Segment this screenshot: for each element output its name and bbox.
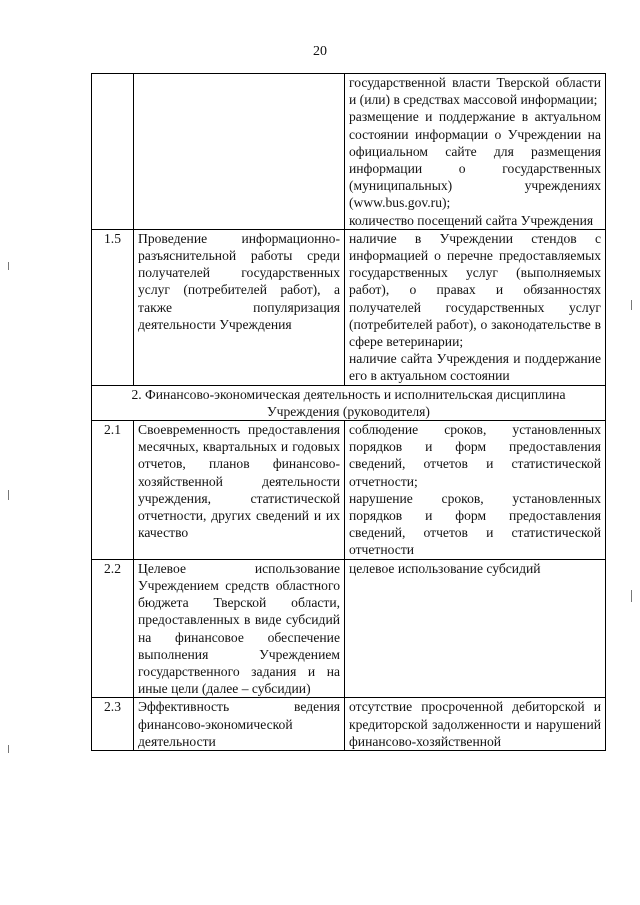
table-row	[92, 229, 606, 385]
criteria-cell	[345, 698, 606, 751]
table-row	[92, 559, 606, 698]
criteria-cell	[345, 559, 606, 698]
indicator-name: Целевое использование Учреждением средств областного бюджета Тверской области, предоставленных в виде субсидий на финансовое обеспечение выполнения Учреждением государственного задания и на иные цели (далее – субсидии)	[134, 559, 345, 698]
row-number: 2.3	[92, 698, 134, 751]
row-number	[92, 74, 134, 230]
indicator-name	[134, 74, 345, 230]
table-row	[92, 421, 606, 560]
criterion-text: нарушение сроков, установленных порядков и форм предоставления сведений, отчетов и статистической отчетности	[349, 490, 601, 558]
criteria-table	[91, 73, 606, 751]
table-row	[92, 698, 606, 751]
row-number: 2.1	[92, 421, 134, 560]
criterion-text: соблюдение сроков, установленных порядков и форм предоставления сведений, отчетов и статистической отчетности;	[349, 422, 601, 489]
criteria-cell	[345, 421, 606, 560]
indicator-name: Эффективность ведения финансово-экономической деятельности	[134, 698, 345, 751]
section-heading-row	[92, 385, 606, 420]
scan-edge-mark-right	[631, 590, 632, 602]
section-heading: 2. Финансово-экономическая деятельность и исполнительская дисциплина Учреждения (руководителя)	[92, 385, 606, 420]
criteria-cell	[345, 74, 606, 230]
row-number: 2.2	[92, 559, 134, 698]
criterion-text: отсутствие просроченной дебиторской и кредиторской задолженности и нарушений финансово-хозяйственной	[349, 699, 601, 749]
criterion-text: наличие сайта Учреждения и поддержание его в актуальном состоянии	[349, 351, 601, 384]
indicator-name: Проведение информационно-разъяснительной работы среди получателей государственных услуг (потребителей работ), а также популяризация деятельности Учреждения	[134, 229, 345, 385]
scan-edge-mark-right	[631, 300, 632, 310]
criterion-text: государственной власти Тверской области и (или) в средствах массовой информации;	[349, 75, 601, 108]
criterion-text: наличие в Учреждении стендов с информацией о перечне предоставляемых государственных услуг (выполняемых работ), о правах и обязанностях получателей государственных услуг (потребителей работ), о законодательстве в сфере ветеринарии;	[349, 230, 601, 350]
row-number: 1.5	[92, 229, 134, 385]
scan-edge-mark-left	[8, 490, 9, 500]
criterion-text: целевое использование субсидий	[349, 560, 541, 576]
table-row	[92, 74, 606, 230]
criterion-text: размещение и поддержание в актуальном состоянии информации о Учреждении на официальном сайте для размещения информации о государственных (муниципальных) учреждениях (www.bus.gov.ru);	[349, 109, 601, 211]
indicator-name: Своевременность предоставления месячных, квартальных и годовых отчетов, планов финансово-хозяйственной деятельности учреждения, статистической отчетности, других сведений и их качество	[134, 421, 345, 560]
criterion-text: количество посещений сайта Учреждения	[349, 212, 594, 228]
page-number: 20	[313, 44, 327, 59]
criteria-cell	[345, 229, 606, 385]
scan-edge-mark-left	[8, 262, 9, 270]
scan-edge-mark-left	[8, 745, 9, 753]
